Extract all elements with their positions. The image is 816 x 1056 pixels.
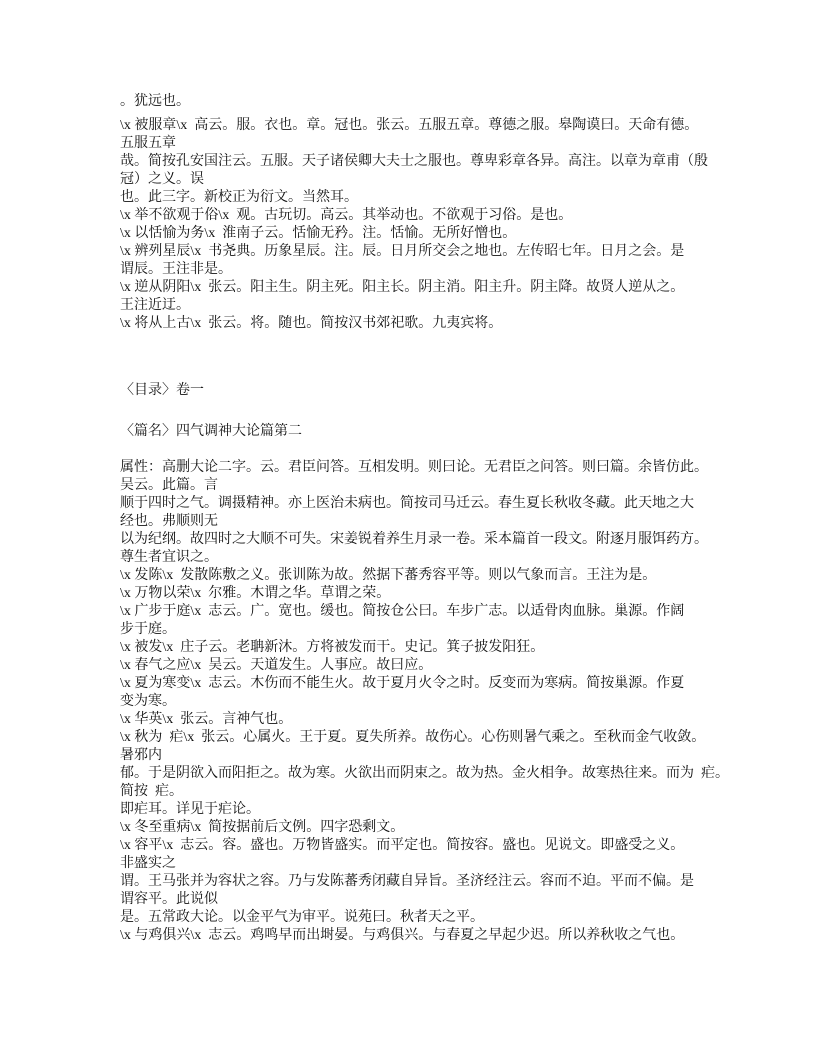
commentary-section-2 (120, 459, 729, 945)
text-line: 。犹远也。 (120, 94, 190, 109)
text-line: \x 辨列星辰\x 书尧典。历象星辰。注。辰。日月所交会之地也。左传昭七年。日月之会。是 (120, 244, 685, 259)
catalog-heading-text: 〈目录〉卷一 (120, 383, 204, 398)
text-line: \x 逆从阴阳\x 张云。阳主生。阴主死。阳主长。阴主消。阳主升。阴主降。故贤人逆从之。 (120, 280, 685, 295)
text-line: 步于庭。 (120, 622, 176, 637)
text-line: 非盛实之 (120, 856, 176, 871)
text-line: \x 以恬愉为务\x 淮南子云。恬愉无矜。注。恬愉。无所好憎也。 (120, 226, 517, 241)
text-line: \x 秋为 疟\x 张云。心属火。王于夏。夏失所养。故伤心。心伤则暑气乘之。至秋而金气收敛。 (120, 730, 706, 745)
text-line: 五服五章 (120, 136, 176, 151)
text-line: \x 被服章\x 高云。服。衣也。章。冠也。张云。五服五章。尊德之服。皋陶谟曰。天命有德。 (120, 118, 699, 133)
text-line: 是。五常政大论。以金平气为审平。说苑曰。秋者天之平。 (120, 910, 484, 925)
text-line: \x 万物以荣\x 尔雅。木谓之华。草谓之荣。 (120, 586, 391, 601)
chapter-heading (120, 423, 710, 441)
text-line: 以为纪纲。故四时之大顺不可失。宋姜锐着养生月录一卷。采本篇首一段文。附逐月服饵药方。 (120, 532, 708, 547)
catalog-heading (120, 382, 710, 400)
text-line: 冠）之义。误 (120, 172, 204, 187)
text-line: 谓容平。此说似 (120, 892, 218, 907)
text-line: 谓辰。王注非是。 (120, 262, 232, 277)
text-line: 王注近迂。 (120, 298, 190, 313)
commentary-section-1 (120, 93, 710, 333)
text-line: \x 冬至重病\x 简按据前后文例。四字恐剩文。 (120, 820, 405, 835)
text-line: \x 容平\x 志云。容。盛也。万物皆盛实。而平定也。简按容。盛也。见说文。即盛受之义。 (120, 838, 685, 853)
text-line: 顺于四时之气。调摄精神。亦上医治未病也。简按司马迁云。春生夏长秋收冬藏。此天地之大 (120, 496, 694, 511)
text-line: \x 将从上古\x 张云。将。随也。简按汉书郊祀歌。九夷宾将。 (120, 316, 503, 331)
text-line: \x 举不欲观于俗\x 观。古玩切。高云。其举动也。不欲观于习俗。是也。 (120, 208, 573, 223)
text-line: 简按 疟。 (120, 784, 183, 799)
text-line: \x 与鸡俱兴\x 志云。鸡鸣早而出埘晏。与鸡俱兴。与春夏之早起少迟。所以养秋收之气也。 (120, 928, 685, 943)
text-line: \x 广步于庭\x 志云。广。宽也。缓也。简按仓公曰。车步广志。以适骨肉血脉。巢源。作阔 (120, 604, 685, 619)
text-line: 即疟耳。详见于疟论。 (120, 802, 260, 817)
text-line: 尊生者宜识之。 (120, 550, 218, 565)
chapter-title: 〈篇名〉四气调神大论篇第二 (120, 424, 302, 439)
text-line: \x 夏为寒变\x 志云。木伤而不能生火。故于夏月火令之时。反变而为寒病。简按巢源。作夏 (120, 676, 685, 691)
text-line: 谓。王马张并为容状之容。乃与发陈蕃秀闭藏自异旨。圣济经注云。容而不迫。平而不偏。是 (120, 874, 694, 889)
text-line: \x 春气之应\x 吴云。天道发生。人事应。故曰应。 (120, 658, 433, 673)
text-line: 哉。简按孔安国注云。五服。天子诸侯卿大夫士之服也。尊卑彩章各异。高注。以章为章甫（殷 (120, 154, 708, 169)
text-line: \x 华英\x 张云。言神气也。 (120, 712, 293, 727)
text-line: \x 发陈\x 发散陈敷之义。张训陈为故。然据下蕃秀容平等。则以气象而言。王注为是。 (120, 568, 657, 583)
text-line: 经也。弗顺则无 (120, 514, 218, 529)
text-line: 也。此三字。新校正为衍文。当然耳。 (120, 190, 358, 205)
text-line: 郁。于是阴欲入而阳拒之。故为寒。火欲出而阴束之。故为热。金火相争。故寒热往来。而为 疟。 (120, 766, 729, 781)
text-line: \x 被发\x 庄子云。老聃新沐。方将被发而干。史记。箕子披发阳狂。 (120, 640, 545, 655)
text-line: 吴云。此篇。言 (120, 478, 218, 493)
text-line: 变为寒。 (120, 694, 176, 709)
text-line: 属性：高删大论二字。云。君臣问答。互相发明。则曰论。无君臣之问答。则曰篇。余皆仿此。 (120, 460, 708, 475)
text-line: 暑邪内 (120, 748, 162, 763)
